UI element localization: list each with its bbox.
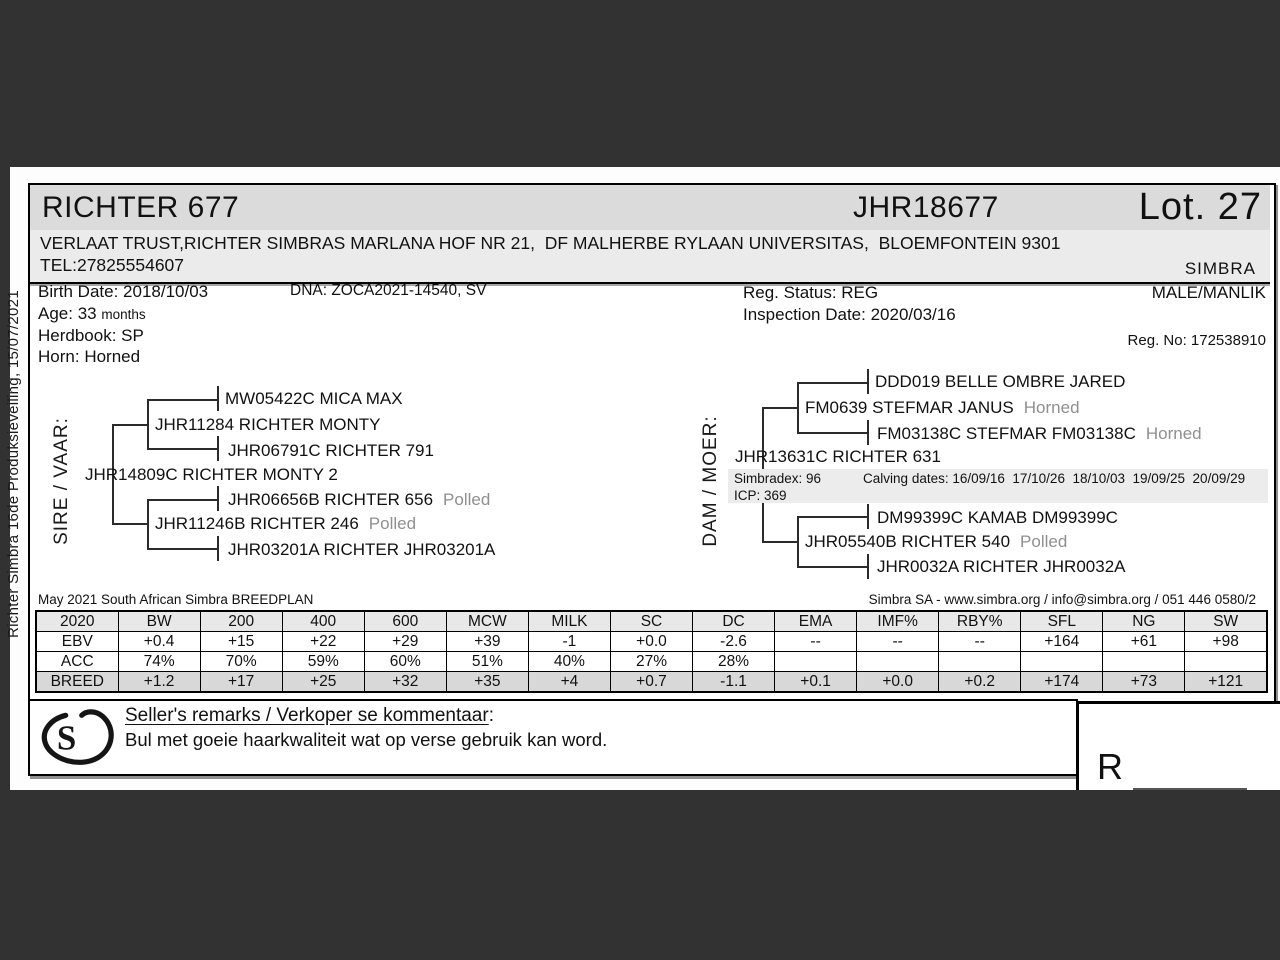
icp-value: ICP: 369 (734, 488, 787, 503)
sale-edition-vertical-text: Richter Simbra 16de Produksieveiling, 15/07/2021 (5, 290, 22, 638)
pedigree-line (797, 516, 869, 518)
ebv-table-cell: +32 (364, 672, 446, 693)
ebv-table-cell: +0.0 (857, 672, 939, 693)
ebv-table-cell: +0.1 (775, 672, 857, 693)
ebv-table-cell: -- (857, 632, 939, 652)
polled-tag: Polled (1020, 532, 1068, 551)
ebv-table-cell: 59% (282, 652, 364, 672)
ebv-table-cell: -1 (528, 632, 610, 652)
price-fill-line (1133, 788, 1247, 790)
ebv-table-cell: -1.1 (693, 672, 775, 693)
reg-no-line: Reg. No: 172538910 (1127, 332, 1266, 349)
seller-remarks-box (28, 699, 1078, 776)
ebv-table-cell: 28% (693, 652, 775, 672)
ebv-table-cell: IMF% (857, 611, 939, 632)
ebv-table-cell: -2.6 (693, 632, 775, 652)
remarks-heading: Seller's remarks / Verkoper se kommentaar: (125, 705, 494, 726)
ebv-table-cell: +121 (1185, 672, 1267, 693)
ebv-table-cell: +29 (364, 632, 446, 652)
pedigree-line (867, 369, 869, 394)
ebv-table-cell: +1.2 (118, 672, 200, 693)
pedigree-line (112, 523, 149, 525)
animal-reg-id: JHR18677 (853, 191, 999, 224)
ebv-table-cell: ACC (36, 652, 118, 672)
ebv-table-cell (1103, 652, 1185, 672)
ebv-table-cell: +98 (1185, 632, 1267, 652)
pedigree-line (217, 386, 219, 411)
ebv-table-cell: EMA (775, 611, 857, 632)
ebv-table-cell: 27% (610, 652, 692, 672)
sire-side-label: SIRE / VAAR: (51, 417, 72, 545)
dam-grandsire1: DDD019 BELLE OMBRE JARED (875, 372, 1126, 391)
ebv-table-cell: +73 (1103, 672, 1185, 693)
ebv-table-cell: 2020 (36, 611, 118, 632)
ebv-table-cell: MILK (528, 611, 610, 632)
pedigree-line (797, 566, 869, 568)
ebv-table-cell: +15 (200, 632, 282, 652)
ebv-table-cell: DC (693, 611, 775, 632)
horn-line: Horn: Horned (38, 347, 141, 366)
pedigree-line (147, 399, 149, 450)
ebv-table-cell (1185, 652, 1267, 672)
sire-granddam1: JHR06791C RICHTER 791 (228, 441, 434, 460)
ebv-table-cell: -- (775, 632, 857, 652)
ebv-table-row-1 (36, 632, 1267, 652)
pedigree-line (147, 548, 219, 550)
pedigree-line (797, 432, 869, 434)
breed-name: SIMBRA (1184, 259, 1256, 278)
ebv-table-cell: 600 (364, 611, 446, 632)
seller-address-row (30, 230, 1270, 284)
ebv-table-cell: +4 (528, 672, 610, 693)
pedigree-line (762, 407, 799, 409)
pedigree-line (147, 448, 219, 450)
brand-swoosh-icon (44, 712, 111, 762)
pedigree-line (797, 382, 799, 434)
ebv-table-cell: +39 (446, 632, 528, 652)
ebv-table-cell: +0.0 (610, 632, 692, 652)
sire-grandsire1: MW05422C MICA MAX (225, 389, 403, 408)
ebv-table-cell: BREED (36, 672, 118, 693)
pedigree-line (867, 554, 869, 579)
herdbook-line: Herdbook: SP (38, 326, 144, 345)
ebv-table-row-2 (36, 652, 1267, 672)
sire-grandsire2: JHR06656B RICHTER 656 Polled (228, 490, 491, 509)
simbradex-value: Simbradex: 96 (734, 471, 822, 486)
ebv-table-cell (1021, 652, 1103, 672)
pedigree-line (867, 504, 869, 529)
ebv-table-cell: +25 (282, 672, 364, 693)
dna-line: DNA: ZOCA2021-14540, SV (290, 282, 487, 299)
ebv-table-cell: +0.4 (118, 632, 200, 652)
animal-name: RICHTER 677 (42, 191, 240, 224)
pedigree-line (112, 424, 149, 426)
ebv-table-cell: +35 (446, 672, 528, 693)
horned-tag: Horned (1023, 398, 1080, 417)
remarks-text: Bul met goeie haarkwaliteit wat op verse gebruik kan word. (125, 729, 608, 750)
ebv-table-cell: 60% (364, 652, 446, 672)
ebv-table-cell (775, 652, 857, 672)
pedigree-line (217, 436, 219, 461)
ebv-table-cell (857, 652, 939, 672)
ebv-table-cell: +0.2 (939, 672, 1021, 693)
age-line: Age: 33 months (38, 304, 146, 323)
dam-sire: FM0639 STEFMAR JANUS Horned (805, 398, 1080, 417)
ebv-table-row-3 (36, 672, 1267, 693)
ebv-table (35, 610, 1268, 693)
ebv-table-cell: +174 (1021, 672, 1103, 693)
ebv-table-cell: SC (610, 611, 692, 632)
ebv-table-cell: SW (1185, 611, 1267, 632)
ebv-table-cell: RBY% (939, 611, 1021, 632)
sire-sire: JHR11284 RICHTER MONTY (155, 415, 381, 434)
polled-tag: Polled (443, 490, 491, 509)
brand-letter: S (56, 718, 77, 758)
dam-stats-box (728, 469, 1268, 503)
ebv-table-cell: 200 (200, 611, 282, 632)
simbra-contact: Simbra SA - www.simbra.org / info@simbra.org / 051 446 0580/2 (868, 592, 1256, 607)
pedigree-line (217, 486, 219, 511)
currency-symbol: R (1097, 746, 1123, 787)
pedigree-line (797, 516, 799, 568)
sex-label: MALE/MANLIK (1151, 283, 1266, 302)
dam-side-label: DAM / MOER: (700, 415, 721, 547)
dam-dam: JHR05540B RICHTER 540 Polled (805, 532, 1068, 551)
pedigree-line (797, 382, 869, 384)
ebv-table-cell: -- (939, 632, 1021, 652)
ebv-table-cell: 40% (528, 652, 610, 672)
ebv-table-cell: +22 (282, 632, 364, 652)
ebv-table-cell: NG (1103, 611, 1185, 632)
ebv-table-cell: +0.7 (610, 672, 692, 693)
breedplan-title: May 2021 South African Simbra BREEDPLAN (38, 592, 314, 607)
ebv-table-cell: +17 (200, 672, 282, 693)
reg-status-line: Reg. Status: REG (743, 283, 879, 302)
ebv-table-cell: 70% (200, 652, 282, 672)
lot-number: Lot. 27 (1138, 186, 1262, 228)
ebv-table-cell: BW (118, 611, 200, 632)
ebv-table-cell: 400 (282, 611, 364, 632)
ebv-table-cell: 74% (118, 652, 200, 672)
sire-dam: JHR11246B RICHTER 246 Polled (155, 514, 417, 533)
seller-phone: TEL:27825554607 (40, 255, 185, 275)
ebv-table-cell: 51% (446, 652, 528, 672)
horned-tag: Horned (1145, 424, 1202, 443)
sire-main: JHR14809C RICHTER MONTY 2 (85, 465, 338, 484)
dam-grandsire2: DM99399C KAMAB DM99399C (877, 508, 1118, 527)
ebv-table-cell: MCW (446, 611, 528, 632)
pedigree-line (762, 541, 799, 543)
seller-address: VERLAAT TRUST,RICHTER SIMBRAS MARLANA HOF NR 21, DF MALHERBE RYLAAN UNIVERSITAS, BLOEMFONTEIN 9301 (40, 233, 1061, 253)
dam-granddam2: JHR0032A RICHTER JHR0032A (877, 557, 1126, 576)
ebv-table-row-0 (36, 611, 1267, 632)
pedigree-line (217, 536, 219, 561)
price-box (1076, 701, 1280, 790)
dam-main: JHR13631C RICHTER 631 (735, 447, 941, 466)
inspection-date-line: Inspection Date: 2020/03/16 (743, 305, 956, 324)
lot-title-row (30, 185, 1270, 232)
pedigree-line (147, 499, 149, 550)
pedigree-line (147, 399, 219, 401)
ebv-table-cell: +61 (1103, 632, 1185, 652)
calving-dates: Calving dates: 16/09/16 17/10/26 18/10/03 19/09/25 20/09/29 (863, 471, 1246, 486)
ebv-table-cell: +164 (1021, 632, 1103, 652)
ebv-table-body (36, 611, 1267, 692)
birth-date-line: Birth Date: 2018/10/03 (38, 282, 209, 301)
dam-granddam1: FM03138C STEFMAR FM03138C Horned (877, 424, 1202, 443)
seller-brand-logo (36, 704, 118, 775)
sire-granddam2: JHR03201A RICHTER JHR03201A (228, 540, 496, 559)
ebv-table-cell: EBV (36, 632, 118, 652)
pedigree-line (867, 420, 869, 445)
ebv-table-cell (939, 652, 1021, 672)
polled-tag: Polled (368, 514, 417, 533)
pedigree-line (147, 499, 219, 501)
ebv-table-cell: SFL (1021, 611, 1103, 632)
